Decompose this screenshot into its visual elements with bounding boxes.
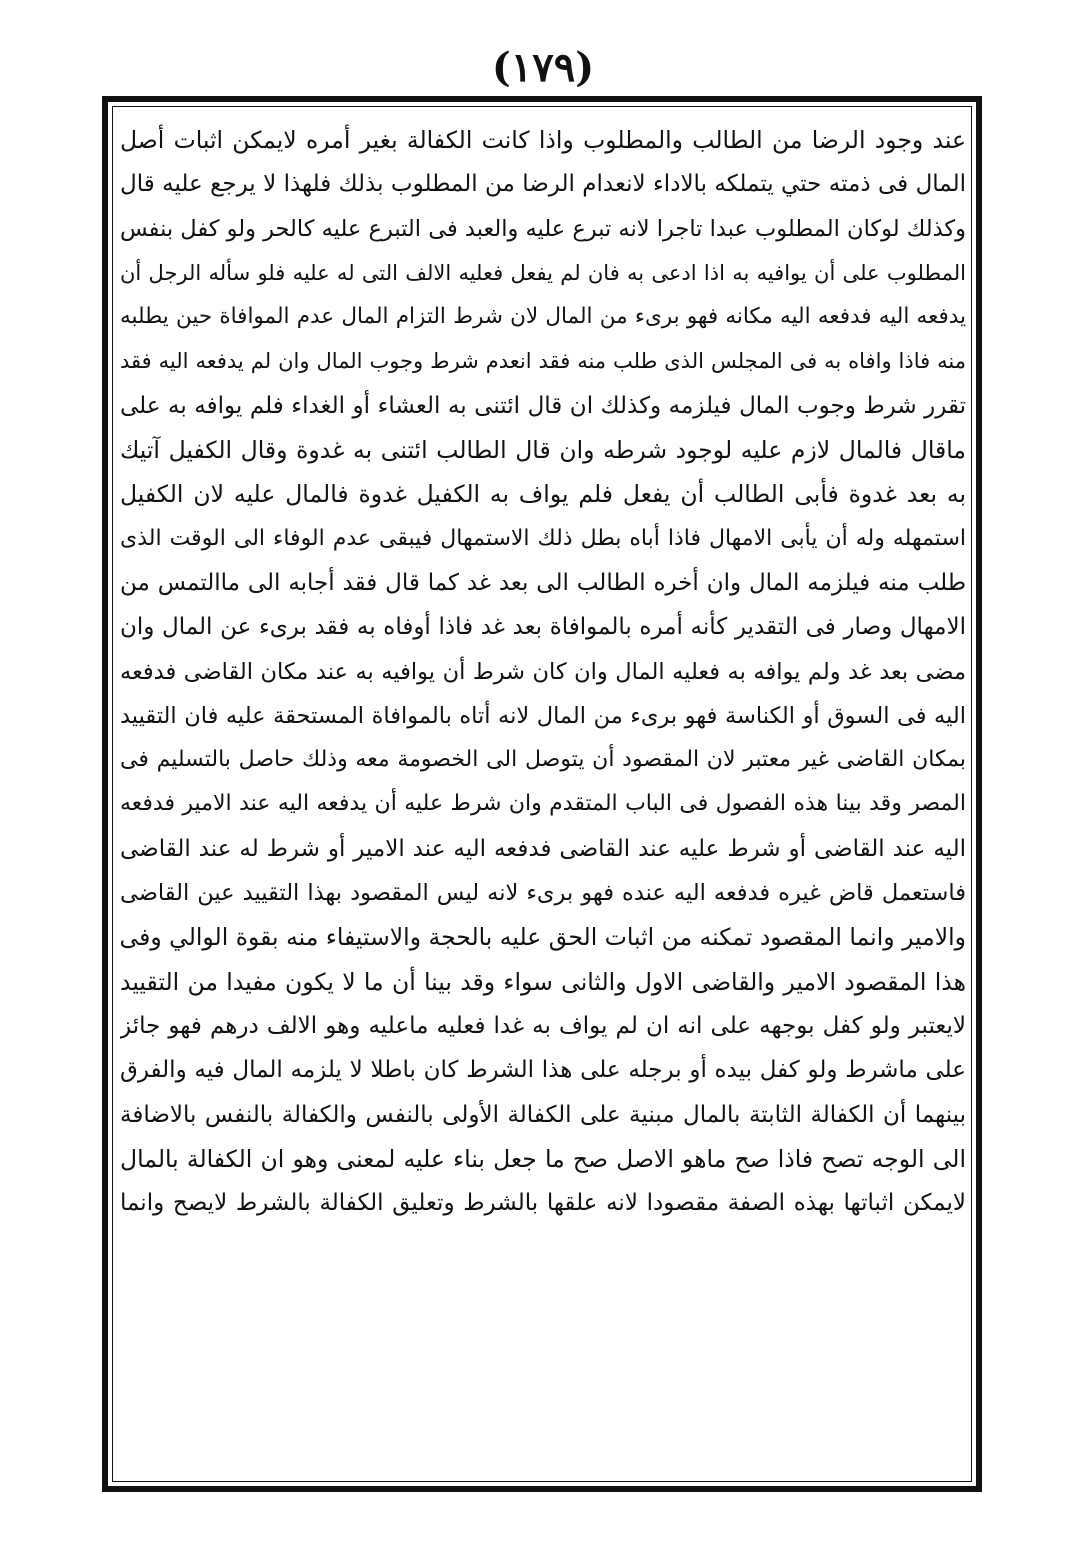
text-line: يدفعه اليه فدفعه اليه مكانه فهو برىء من المال لان شرط التزام المال عدم الموافاة حين يطلبه	[120, 304, 966, 330]
text-line: طلب منه فيلزمه المال وان أخره الطالب الى بعد غد كما قال فقد أجابه الى ماالتمس من	[120, 569, 966, 596]
text-line: والامير وانما المقصود تمكنه من اثبات الحق عليه بالحجة والاستيفاء منه بقوة الوالي وفى	[120, 923, 966, 952]
text-line: على ماشرط ولو كفل بيده أو برجله على هذا الشرط كان باطلا لا يلزمه المال فيه والفرق	[120, 1057, 966, 1084]
text-line: الامهال وصار فى التقدير كأنه أمره بالموافاة بعد غد فاذا أوفاه به فقد برىء عن المال وان	[120, 614, 966, 641]
text-line: تقرر شرط وجوب المال فيلزمه وكذلك ان قال ائتنى به العشاء أو الغداء فلم يوافه به على	[120, 392, 966, 419]
text-line: بمكان القاضى غير معتبر لان المقصود أن يتوصل الى الخصومة معه وذلك حاصل بالتسليم فى	[120, 747, 966, 773]
page-number: (١٧٩)	[491, 44, 595, 91]
text-line: منه فاذا وافاه به فى المجلس الذى طلب منه فقد انعدم شرط وجوب المال وان لم يدفعه اليه فقد	[120, 349, 966, 374]
text-line: وكذلك لوكان المطلوب عبدا تاجرا لانه تبرع عليه والعبد فى التبرع عليه كالحر ولو كفل بنفس	[120, 215, 966, 242]
text-line: ماقال فالمال لازم عليه لوجود شرطه وان قال الطالب ائتنى به غدوة وقال الكفيل آتيك	[120, 436, 966, 465]
text-line: اليه عند القاضى أو شرط عليه عند القاضى فدفعه اليه عند الامير أو شرط له عند القاضى	[120, 835, 966, 862]
text-line: لايعتبر ولو كفل بوجهه على انه ان لم يواف به غدا فعليه ماعليه وهو الالف درهم فهو جائز	[120, 1012, 966, 1039]
text-line: هذا المقصود الامير والقاضى الاول والثانى سواء وقد بينا أن ما لا يكون مفيدا من التقييد	[120, 967, 966, 996]
text-line: اليه فى السوق أو الكناسة فهو برىء من المال لانه أتاه بالموافاة المستحقة عليه فان التقييد	[120, 702, 966, 729]
text-line: به بعد غدوة فأبى الطالب أن يفعل فلم يواف به الكفيل غدوة فالمال عليه لان الكفيل	[120, 480, 966, 509]
body-text	[120, 118, 966, 1478]
text-line: المال فى ذمته حتي يتملكه بالاداء لانعدام الرضا من المطلوب بذلك فلهذا لا يرجع عليه قال	[120, 171, 966, 198]
text-line: بينهما أن الكفالة الثابتة بالمال مبنية على الكفالة الأولى بالنفس والكفالة بالنفس بالاضافة	[120, 1101, 966, 1128]
text-line: مضى بعد غد ولم يوافه به فعليه المال وان كان شرط أن يوافيه به عند مكان القاضى فدفعه	[120, 658, 966, 685]
text-line: المصر وقد بينا هذه الفصول فى الباب المتقدم وان شرط عليه أن يدفعه اليه عند الامير فدفعه	[120, 791, 966, 817]
text-line: عند وجود الرضا من الطالب والمطلوب واذا كانت الكفالة بغير أمره لايمكن اثبات أصل	[120, 126, 966, 154]
text-line: لايمكن اثباتها بهذه الصفة مقصودا لانه علقها بالشرط وتعليق الكفالة بالشرط لايصح وانما	[120, 1190, 966, 1217]
text-line: استمهله وله أن يأبى الامهال فاذا أباه بطل ذلك الاستمهال فيبقى عدم الوفاء الى الوقت الذى	[120, 525, 966, 551]
text-line: فاستعمل قاض غيره فدفعه اليه عنده فهو برىء لانه ليس المقصود بهذا التقييد عين القاضى	[120, 880, 966, 907]
text-line: الى الوجه تصح فاذا صح ماهو الاصل صح ما جعل بناء عليه لمعنى وهو ان الكفالة بالمال	[120, 1144, 966, 1173]
text-line: المطلوب على أن يوافيه به اذا ادعى به فان لم يفعل فعليه الالف التى له عليه فلو سأله الرجل أن	[120, 260, 966, 285]
